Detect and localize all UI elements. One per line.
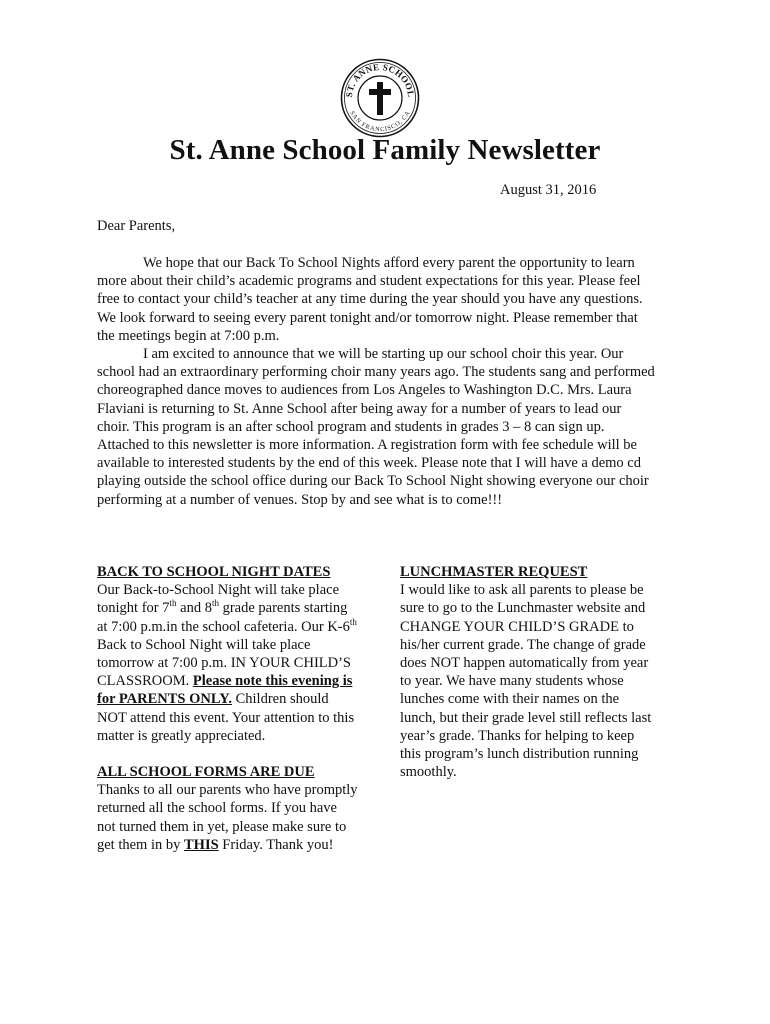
ordinal-suffix: th [169,598,177,609]
ordinal-suffix: th [211,598,219,609]
page-title: St. Anne School Family Newsletter [169,134,601,166]
seal-bottom-text: SAN FRANCISCO, CA [348,109,412,134]
school-forms-text [97,781,359,854]
back-to-school-text [97,581,359,745]
letter-paragraph-1: We hope that our Back To School Nights afford every parent the opportunity to learn more about their child’s academic programs and student expectations for this year. Please feel free to contact your child’s teacher at any time during the year should you have any questions. We look forward to seeing every parent tonight and/or tomorrow night. Please remember that the meetings begin at 7:00 p.m. [97,255,643,344]
back-to-school-heading: BACK TO SCHOOL NIGHT DATES [97,564,331,580]
back-to-school-text-b: and 8 [176,600,212,617]
school-forms-text-b: Friday. Thank you! [218,836,334,853]
right-column [400,563,656,781]
cross-icon [369,82,391,115]
lunchmaster-heading: LUNCHMASTER REQUEST [400,564,588,580]
this-emphasis: THIS [184,836,219,853]
letter-paragraph-2: I am excited to announce that we will be starting up our school choir this year. Our school had an extraordinary performing choir many years ago. The students sang and performed choreographed dance moves to audiences from Los Angeles to Washington D.C. Mrs. Laura Flaviani is returning to St. Anne School after being away for a number of years to lead our choir. This program is an after school program and students in grades 3 – 8 can sign up. Attached to this newsletter is more information. A registration form with fee schedule will be available to interested students by the end of this week. Please note that I will have a demo cd playing outside the school office during our Back To School Night showing everyone our choir performing at a number of venues. Stop by and see what is to come!!! [97,346,655,508]
letter-body [97,254,657,509]
back-to-school-text-e: Children should NOT attend this event. Your attention to this matter is greatly appreciated. [97,691,355,744]
school-forms-text-a: Thanks to all our parents who have promptly returned all the school forms. If you have not turned them in yet, please make sure to get them in by [97,782,358,853]
ordinal-suffix: th [349,616,357,627]
school-forms-heading: ALL SCHOOL FORMS ARE DUE [97,764,315,781]
left-column [97,563,359,854]
salutation: Dear Parents, [97,218,176,234]
seal-top-text: ST. ANNE SCHOOL [343,61,417,98]
lunchmaster-text: I would like to ask all parents to please be sure to go to the Lunchmaster website and CHANGE YOUR CHILD’S GRADE to his/her current grade. The change of grade does NOT happen automatically from year to year. We have many students whose lunches come with their names on the lunch, but their grade level still reflects last year’s grade. Thanks for helping to keep this program’s lunch distribution running smoothly. [400,582,652,781]
back-to-school-text-a: Our Back-to-School Night will take place tonight for 7 [97,582,340,617]
parents-only-notice: Please note this evening is for PARENTS ONLY. [97,673,353,708]
newsletter-date: August 31, 2016 [500,182,597,198]
back-to-school-text-c: grade parents starting at 7:00 p.m.in the school cafeteria. Our K-6 [97,600,350,635]
school-seal-logo [340,58,420,138]
back-to-school-text-d: Back to School Night will take place tomorrow at 7:00 p.m. IN YOUR CHILD’S CLASSROOM. [97,636,351,690]
